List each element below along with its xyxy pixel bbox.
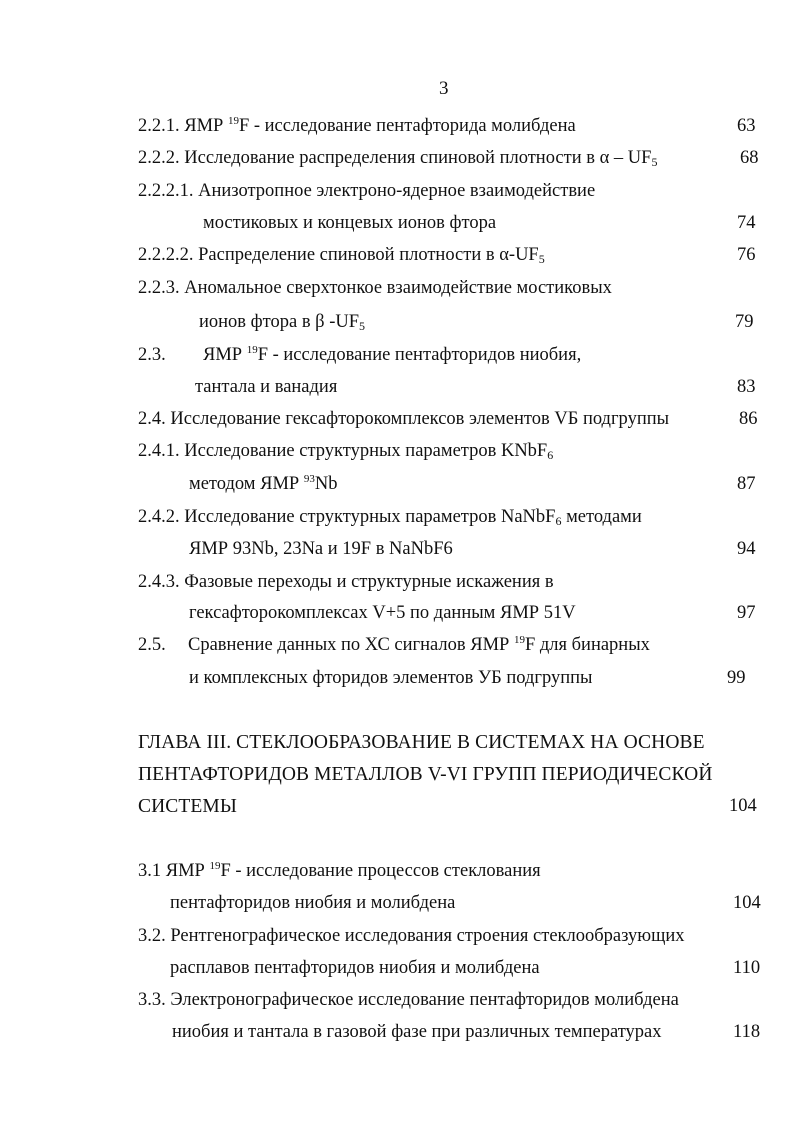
- toc-entry-2-2-2: 2.2.2. Исследование распределения спиновой плотности в α – $UF_5$: [138, 148, 658, 169]
- toc-entry-continuation: пентафторидов ниобия и молибдена: [170, 893, 456, 913]
- toc-entry-3-2: 3.2. Рентгенографическое исследования строения стеклообразующих: [138, 926, 685, 946]
- chapter-heading-line: СИСТЕМЫ: [138, 796, 237, 817]
- toc-entry-2-3: ЯМР $^{19}$F - исследование пентафторидов ниобия,: [203, 344, 582, 365]
- toc-entry-continuation: тантала и ванадия: [195, 377, 338, 397]
- toc-page-number: 87: [737, 474, 756, 494]
- toc-page-number: 79: [735, 312, 754, 332]
- toc-page-number: 97: [737, 603, 756, 623]
- toc-entry-continuation: гексафторокомплексах V+5 по данным ЯМР 51V: [189, 603, 576, 623]
- toc-page-number: 76: [737, 245, 756, 265]
- toc-entry-2-2-2-2: 2.2.2.2. Распределение спиновой плотности в $\alpha-UF_5$: [138, 245, 545, 266]
- toc-page-number: 83: [737, 377, 756, 397]
- toc-entry-2-5: Сравнение данных по ХС сигналов ЯМР $^{19}$F для бинарных: [188, 634, 650, 655]
- chapter-heading-line: ГЛАВА III. СТЕКЛООБРАЗОВАНИЕ В СИСТЕМАХ НА ОСНОВЕ: [138, 732, 705, 753]
- toc-page-number: 94: [737, 539, 756, 559]
- toc-page-number: 110: [733, 958, 761, 978]
- toc-page-number: 68: [740, 148, 759, 168]
- toc-page-number: 86: [739, 409, 758, 429]
- toc-entry-continuation: расплавов пентафторидов ниобия и молибдена: [170, 958, 540, 978]
- toc-entry-continuation: мостиковых и концевых ионов фтора: [203, 213, 497, 233]
- toc-entry-2-2-3: 2.2.3. Аномальное сверхтонкое взаимодействие мостиковых: [138, 278, 612, 298]
- toc-entry-continuation: ниобия и тантала в газовой фазе при различных температурах: [172, 1022, 662, 1042]
- chapter-heading-line: ПЕНТАФТОРИДОВ МЕТАЛЛОВ V-VI ГРУПП ПЕРИОДИЧЕСКОЙ: [138, 764, 713, 785]
- toc-entry-number: 2.3.: [138, 345, 166, 365]
- toc-page-number: 99: [727, 668, 746, 688]
- toc-page-number: 74: [737, 213, 756, 233]
- toc-entry-continuation: ионов фтора в β $-UF_5$: [199, 312, 366, 333]
- toc-entry-continuation: методом ЯМР $^{93}$Nb: [189, 473, 338, 494]
- toc-entry-2-4-3: 2.4.3. Фазовые переходы и структурные искажения в: [138, 572, 554, 592]
- toc-entry-3-3: 3.3. Электронографическое исследование пентафторидов молибдена: [138, 990, 679, 1010]
- toc-entry-2-2-1: 2.2.1. ЯМР $^{19}$F - исследование пентафторида молибдена: [138, 115, 576, 136]
- toc-page-number: 104: [729, 796, 757, 816]
- toc-entry-continuation: и комплексных фторидов элементов УБ подгруппы: [189, 668, 593, 688]
- toc-entry-2-2-2-1: 2.2.2.1. Анизотропное электроно-ядерное взаимодействие: [138, 181, 596, 201]
- toc-page-number: 63: [737, 116, 756, 136]
- toc-entry-2-4-1: 2.4.1. Исследование структурных параметров KNbF$_6$: [138, 441, 554, 462]
- toc-page-number: 118: [733, 1022, 761, 1042]
- toc-entry-2-4: 2.4. Исследование гексафторокомплексов элементов VБ подгруппы: [138, 409, 670, 429]
- toc-entry-2-4-2: 2.4.2. Исследование структурных параметров NaNbF$_6$ методами: [138, 507, 642, 528]
- toc-entry-number: 2.5.: [138, 635, 166, 655]
- toc-page-number: 104: [733, 893, 761, 913]
- toc-entry-continuation: ЯМР 93Nb, 23Na и 19F в NaNbF6: [189, 539, 453, 559]
- toc-entry-3-1: 3.1 ЯМР $^{19}$F - исследование процессов стеклования: [138, 860, 541, 881]
- page-number: 3: [439, 78, 449, 99]
